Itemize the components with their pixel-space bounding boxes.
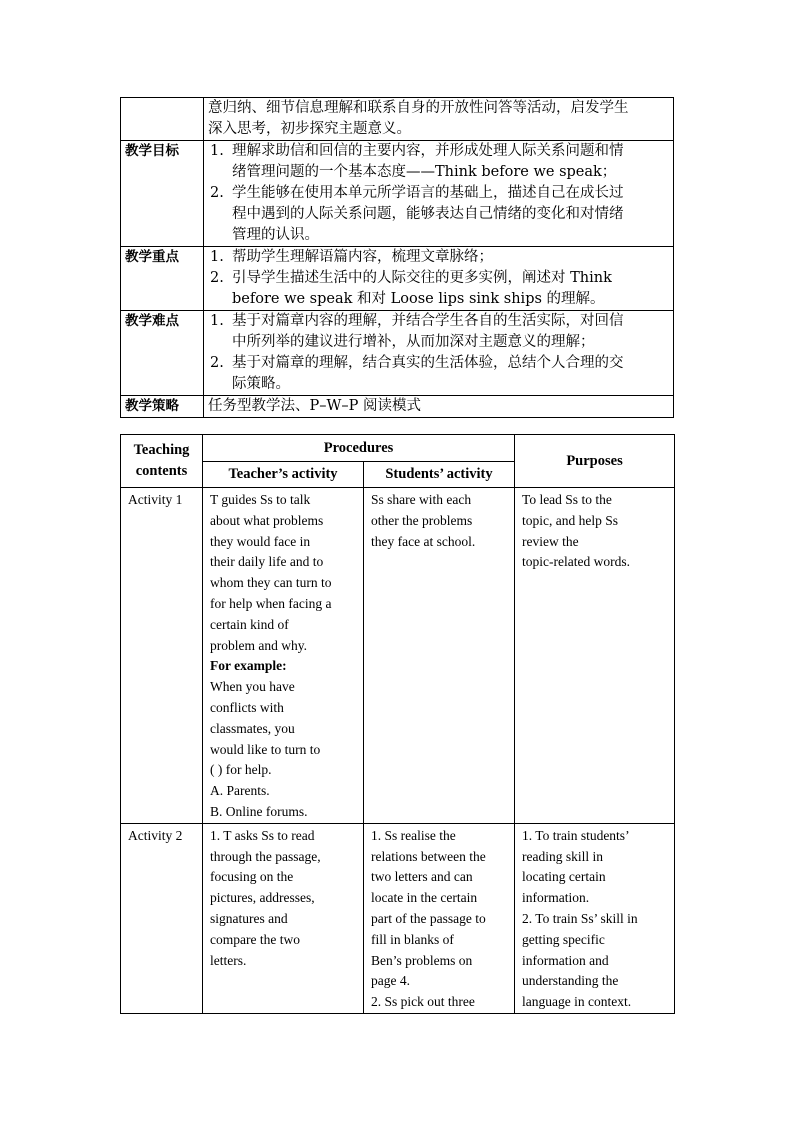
intro-text-cell — [204, 98, 674, 141]
teacher-activity-cell — [203, 823, 364, 1013]
cell-line: 1. Ss realise the — [371, 827, 456, 843]
cell-line: part of the passage to — [371, 910, 486, 926]
row-content — [204, 247, 674, 311]
objectives-table — [120, 97, 674, 418]
table-row — [121, 823, 675, 1013]
item-number: 1. — [210, 313, 224, 329]
cell-line: focusing on the — [210, 869, 294, 885]
cell-line: letters. — [210, 952, 247, 968]
purposes-header: Purposes — [515, 435, 675, 488]
intro-row — [121, 98, 674, 141]
cell-line: fill in blanks of — [371, 931, 454, 947]
row-content — [204, 141, 674, 247]
cell-line: signatures and — [210, 910, 288, 926]
cell-line: whom they can turn to — [210, 575, 332, 591]
cell-line: T guides Ss to talk — [210, 492, 311, 507]
row-label: 教学重点 — [121, 247, 204, 311]
purposes-cell — [515, 488, 675, 824]
cell-line: conflicts with — [210, 699, 284, 715]
row-content — [204, 311, 674, 396]
item-line: 理解求助信和回信的主要内容，并形成处理人际关系问题和情 — [232, 143, 624, 159]
cell-line: about what problems — [210, 512, 324, 528]
item-line: 绪管理问题的一个基本态度——Think before we speak； — [232, 164, 617, 180]
item-number: 2. — [210, 355, 224, 371]
cell-line: certain kind of — [210, 616, 289, 632]
cell-line: ( ) for help. — [210, 762, 272, 778]
cell-line: topic, and help Ss — [522, 512, 619, 528]
students-activity-cell — [364, 823, 515, 1013]
row-label: 教学目标 — [121, 141, 204, 247]
header-row-1 — [121, 435, 675, 462]
cell-line: for help when facing a — [210, 595, 332, 611]
cell-line: When you have — [210, 679, 295, 695]
cell-line: compare the two — [210, 931, 300, 947]
cell-line: two letters and can — [371, 869, 473, 885]
cell-line: pictures, addresses, — [210, 890, 315, 906]
cell-line: getting specific — [522, 931, 605, 947]
cell-line: 2. To train Ss’ skill in — [522, 910, 638, 926]
item-number: 1. — [210, 143, 224, 159]
key-points-row — [121, 247, 674, 311]
cell-line: through the passage, — [210, 848, 321, 864]
example-title: For example: — [210, 658, 287, 674]
teaching-contents-header — [121, 435, 203, 488]
cell-line: would like to turn to — [210, 741, 321, 757]
objectives-row — [121, 141, 674, 247]
cell-line: understanding the — [522, 973, 619, 989]
teacher-activity-header: Teacher’s activity — [203, 462, 364, 488]
item-line: 基于对篇章的理解，结合真实的生活体验，总结个人合理的交 — [232, 355, 624, 371]
item-line: 帮助学生理解语篇内容，梳理文章脉络； — [232, 249, 493, 265]
item-number: 2. — [210, 270, 224, 286]
list-item — [208, 311, 669, 353]
teacher-activity-cell — [203, 488, 364, 824]
procedures-table — [120, 434, 675, 1014]
item-line: 程中遇到的人际关系问题，能够表达自己情绪的变化和对情绪 — [232, 206, 624, 222]
cell-line: 1. T asks Ss to read — [210, 827, 315, 843]
difficulties-row — [121, 311, 674, 396]
cell-line: A. Parents. — [210, 783, 270, 799]
cell-line: 2. Ss pick out three — [371, 994, 475, 1010]
cell-line: To lead Ss to the — [522, 492, 612, 507]
cell-line: information and — [522, 952, 609, 968]
intro-line: 深入思考，初步探究主题意义。 — [208, 121, 411, 137]
students-activity-header: Students’ activity — [364, 462, 515, 488]
purposes-cell — [515, 823, 675, 1013]
cell-line: reading skill in — [522, 848, 604, 864]
row-label: 教学难点 — [121, 311, 204, 396]
table-row — [121, 488, 675, 824]
item-line: 引导学生描述生活中的人际交往的更多实例，阐述对 Think — [232, 270, 612, 286]
row-content: 任务型教学法、P–W–P 阅读模式 — [204, 396, 674, 418]
cell-line: their daily life and to — [210, 554, 324, 570]
list-item — [208, 247, 669, 268]
strategy-row — [121, 396, 674, 418]
item-line: 中所列举的建议进行增补，从而加深对主题意义的理解； — [232, 334, 595, 350]
header-line: contents — [135, 463, 188, 479]
item-line: 管理的认识。 — [232, 227, 319, 243]
procedures-header: Procedures — [203, 435, 515, 462]
row-label: 教学策略 — [121, 396, 204, 418]
item-line: 际策略。 — [232, 376, 290, 392]
cell-line: Ss share with each — [371, 492, 472, 507]
cell-line: locating certain — [522, 869, 606, 885]
cell-line: 1. To train students’ — [522, 827, 630, 843]
students-activity-cell — [364, 488, 515, 824]
cell-line: Ben’s problems on — [371, 952, 473, 968]
cell-line: they would face in — [210, 533, 311, 549]
item-number: 2. — [210, 185, 224, 201]
item-line: 基于对篇章内容的理解，并结合学生各自的生活实际，对回信 — [232, 313, 624, 329]
cell-line: topic-related words. — [522, 554, 630, 570]
cell-line: classmates, you — [210, 720, 295, 736]
list-item — [208, 183, 669, 246]
item-line: before we speak 和对 Loose lips sink ships 的理解。 — [232, 291, 605, 307]
header-line: Teaching — [133, 442, 190, 459]
intro-label-cell — [121, 98, 204, 141]
cell-line: review the — [522, 533, 579, 549]
cell-line: relations between the — [371, 848, 486, 864]
cell-line: page 4. — [371, 973, 410, 989]
cell-line: locate in the certain — [371, 890, 478, 906]
activity-cell: Activity 2 — [121, 823, 203, 1013]
cell-line: problem and why. — [210, 637, 307, 653]
item-number: 1. — [210, 249, 224, 265]
item-line: 学生能够在使用本单元所学语言的基础上，描述自己在成长过 — [232, 185, 624, 201]
activity-cell: Activity 1 — [121, 488, 203, 824]
cell-line: they face at school. — [371, 533, 476, 549]
list-item — [208, 268, 669, 310]
list-item — [208, 141, 669, 183]
intro-line: 意归纳、细节信息理解和联系自身的开放性问答等活动，启发学生 — [208, 100, 629, 116]
list-item — [208, 353, 669, 395]
cell-line: information. — [522, 890, 590, 906]
cell-line: B. Online forums. — [210, 803, 308, 819]
cell-line: other the problems — [371, 512, 473, 528]
cell-line: language in context. — [522, 994, 632, 1010]
